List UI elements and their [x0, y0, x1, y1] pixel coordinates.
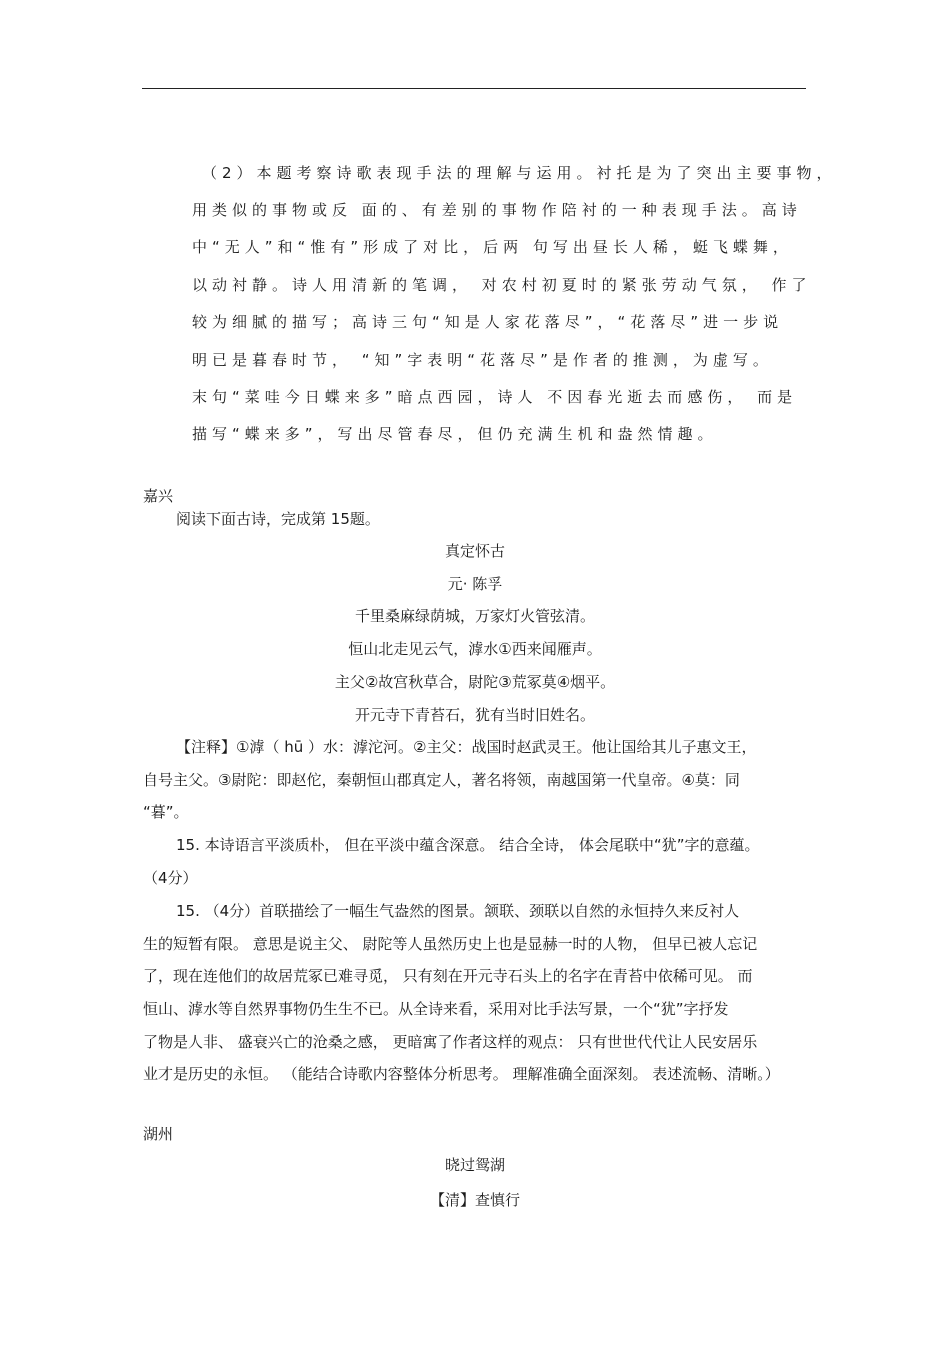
- answer-line: 了，现在连他们的故居荒冢已难寻觅， 只有刻在开元寺石头上的名字在青苔中依稀可见。 而: [143, 967, 753, 985]
- notes-line: “暮”。: [143, 803, 189, 821]
- answer-line: 业才是历史的永恒。 （能结合诗歌内容整体分析思考。 理解准确全面深刻。 表述流畅、清晰。）: [143, 1065, 780, 1083]
- question-line: 15. 本诗语言平淡质朴， 但在平淡中蕴含深意。 结合全诗， 体会尾联中“犹”字的意蕴。: [176, 836, 760, 854]
- answer-line: 较为细腻的描写；高诗三句“知是人家花落尽”，“花落尽”进一步说: [192, 313, 784, 331]
- answer-line: 中“无人”和“惟有”形成了对比，后两 句写出昼长人稀，蜓飞蝶舞，: [192, 238, 793, 256]
- poem-line: 千里桑麻绿荫城，万家灯火管弦清。: [354, 607, 595, 625]
- poem-title: 真定怀古: [444, 542, 505, 560]
- header-rule: [142, 88, 806, 89]
- answer-line: （2）本题考察诗歌表现手法的理解与运用。衬托是为了突出主要事物，: [202, 164, 837, 182]
- poem-title: 晓过鸳湖: [444, 1156, 505, 1174]
- notes-line: 【注释】①滹（ hū ）水：滹沱河。②主父：战国时赵武灵王。他让国给其儿子惠文王，: [176, 738, 757, 756]
- answer-line: 末句“菜哇今日蝶来多”暗点西园，诗人 不因春光逝去而感伤， 而是: [192, 388, 798, 406]
- poem-author: 【清】查慎行: [429, 1191, 520, 1209]
- poem-line: 恒山北走见云气，滹水①西来闻雁声。: [348, 640, 602, 658]
- region-label-jiaxing: 嘉兴: [143, 487, 174, 505]
- answer-line: 15. （4分）首联描绘了一幅生气盎然的图景。颔联、颈联以自然的永恒持久来反衬人: [176, 902, 740, 920]
- instruction: 阅读下面古诗，完成第 15题。: [176, 510, 380, 528]
- answer-line: 明已是暮春时节， “知”字表明“花落尽”是作者的推测，为虚写。: [192, 351, 773, 369]
- answer-line: 生的短暂有限。 意思是说主父、 尉陀等人虽然历史上也是显赫一时的人物， 但早已被人忘记: [143, 935, 758, 953]
- region-label-huzhou: 湖州: [143, 1125, 174, 1143]
- answer-line: 用类似的事物或反 面的、有差别的事物作陪衬的一种表现手法。高诗: [192, 201, 802, 219]
- poem-line: 开元寺下青苔石，犹有当时旧姓名。: [354, 706, 595, 724]
- answer-line: 描写“蝶来多”，写出尽管春尽，但仍充满生机和盎然情趣。: [192, 425, 718, 443]
- answer-line: 以动衬静。诗人用清新的笔调， 对农村初夏时的紧张劳动气氛， 作了: [192, 276, 812, 294]
- question-line: （4分）: [143, 869, 198, 887]
- answer-line: 恒山、滹水等自然界事物仍生生不已。从全诗来看，采用对比手法写景，一个“犹”字抒发: [143, 1000, 729, 1018]
- notes-line: 自号主父。③尉陀：即赵佗，秦朝恒山郡真定人，著名将领，南越国第一代皇帝。④莫：同: [143, 771, 740, 789]
- answer-line: 了物是人非、 盛衰兴亡的沧桑之感， 更暗寓了作者这样的观点： 只有世世代代让人民安居乐: [143, 1033, 758, 1051]
- poem-author: 元· 陈孚: [447, 575, 503, 593]
- poem-line: 主父②故宫秋草合，尉陀③荒冢莫④烟平。: [334, 673, 616, 691]
